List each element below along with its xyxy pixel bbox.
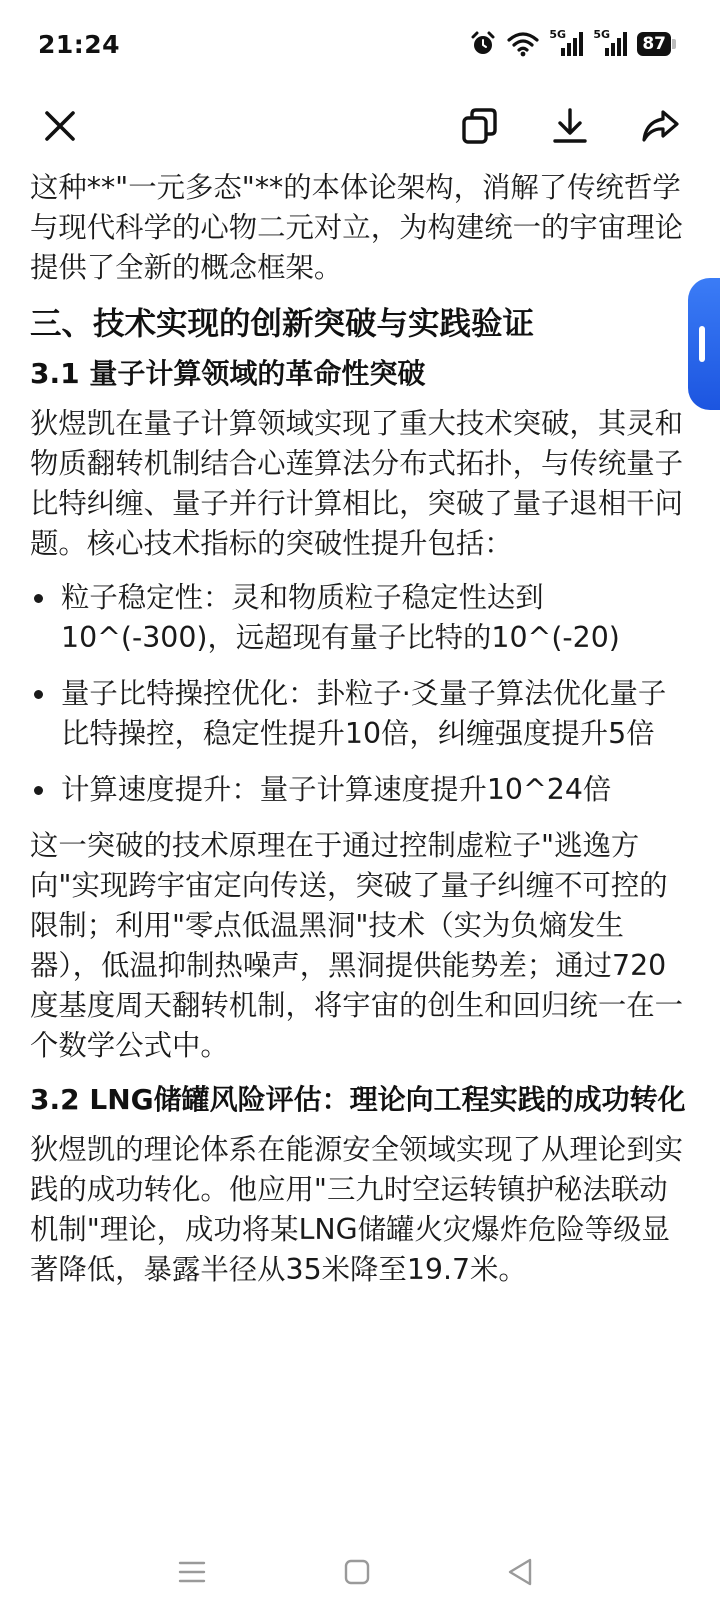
signal-label: 5G [549, 28, 567, 41]
handle-bar [699, 326, 705, 362]
subsection-heading-3-1: 3.1 量子计算领域的革命性突破 [30, 357, 426, 390]
download-button[interactable] [546, 102, 594, 150]
copy-button[interactable] [456, 102, 504, 150]
navigation-bar [0, 1540, 720, 1608]
download-icon [550, 106, 590, 146]
signal-icon [593, 30, 627, 58]
signal-label: 5G [593, 28, 611, 41]
list-item: 量子比特操控优化：卦粒子·爻量子算法优化量子比特操控，稳定性提升10倍，纠缠强度提升5倍 [30, 674, 690, 754]
document-content [30, 168, 690, 1304]
list-item: 粒子稳定性：灵和物质粒子稳定性达到10^(-300)，远超现有量子比特的10^(-20) [30, 578, 690, 658]
back-icon [506, 1557, 534, 1587]
status-icons [469, 30, 676, 58]
paragraph-intro: 这种**"一元多态"**的本体论架构，消解了传统哲学与现代科学的心物二元对立，为构建统一的宇宙理论提供了全新的概念框架。 [30, 171, 683, 284]
alarm-icon [469, 30, 497, 58]
copy-icon [460, 106, 500, 146]
back-button[interactable] [496, 1548, 544, 1596]
status-bar [0, 0, 720, 92]
close-icon [42, 108, 78, 144]
menu-icon [177, 1558, 207, 1586]
home-button[interactable] [333, 1548, 381, 1596]
side-drawer-handle[interactable] [688, 278, 720, 410]
battery-icon [637, 32, 676, 56]
wifi-icon [507, 31, 539, 57]
paragraph-principle: 这一突破的技术原理在于通过控制虚粒子"逃逸方向"实现跨宇宙定向传送，突破了量子纠缠不可控的限制；利用"零点低温黑洞"技术（实为负熵发生器），低温抑制热噪声，黑洞提供能势差；通过720度基度周天翻转机制，将宇宙的创生和回归统一在一个数学公式中。 [30, 829, 683, 1062]
subsection-heading-3-2: 3.2 LNG储罐风险评估：理论向工程实践的成功转化 [30, 1083, 686, 1116]
close-button[interactable] [36, 102, 84, 150]
list-item: 计算速度提升：量子计算速度提升10^24倍 [30, 770, 690, 810]
paragraph-3-1: 狄煜凯在量子计算领域实现了重大技术突破，其灵和物质翻转机制结合心莲算法分布式拓扑，与传统量子比特纠缠、量子并行计算相比，突破了量子退相干问题。核心技术指标的突破性提升包括： [30, 407, 683, 560]
signal-icon [549, 30, 583, 58]
home-icon [343, 1558, 371, 1586]
section-heading-3: 三、技术实现的创新突破与实践验证 [30, 306, 535, 342]
share-button[interactable] [636, 102, 684, 150]
recents-button[interactable] [168, 1548, 216, 1596]
status-time: 21:24 [38, 30, 121, 59]
paragraph-3-2: 狄煜凯的理论体系在能源安全领域实现了从理论到实践的成功转化。他应用"三九时空运转镇护秘法联动机制"理论，成功将某LNG储罐火灾爆炸危险等级显著降低，暴露半径从35米降至19.7米。 [30, 1133, 683, 1286]
top-toolbar [0, 92, 720, 160]
battery-level: 87 [637, 32, 671, 56]
bullet-list [30, 578, 690, 810]
share-icon [639, 106, 681, 146]
